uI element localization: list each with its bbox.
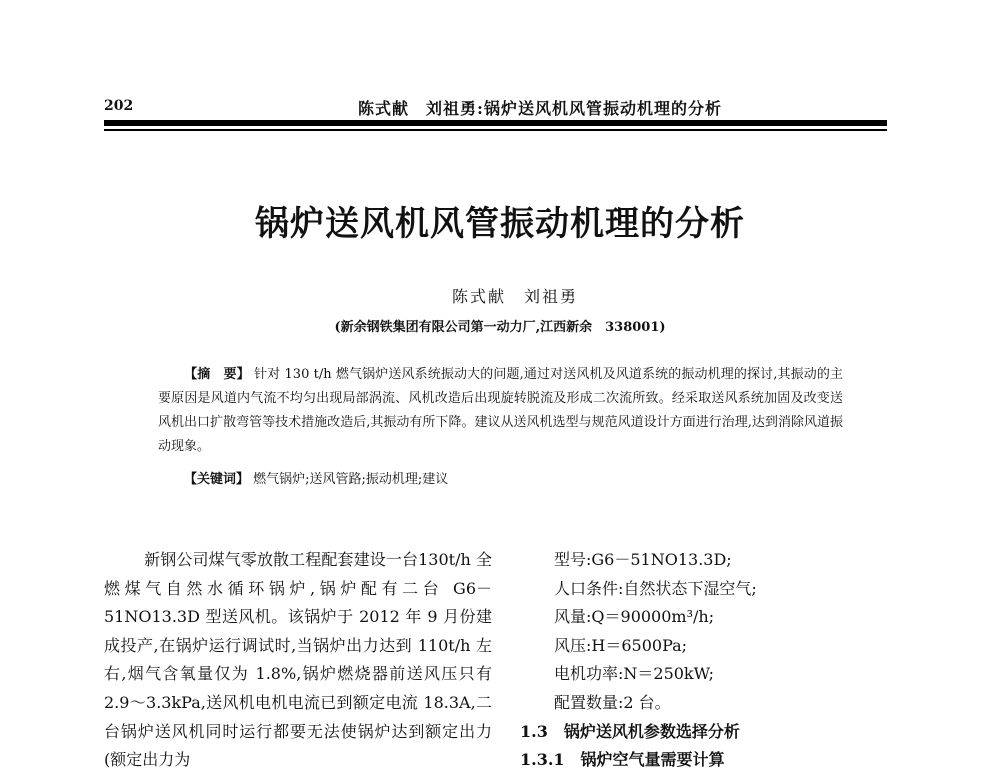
spec-line-model: 型号:G6－51NO13.3D; <box>554 550 732 569</box>
header-rule-thick <box>104 120 887 126</box>
section-heading: 1.3 锅炉送风机参数选择分析 <box>520 721 740 741</box>
keywords-text: 燃气锅炉;送风管路;振动机理;建议 <box>253 472 449 487</box>
keywords <box>184 468 448 492</box>
spec-line-power: 电机功率:N＝250kW; <box>554 664 715 684</box>
keywords-label: 【关键词】 <box>184 472 250 487</box>
subsection-heading: 1.3.1 锅炉空气量需要计算 <box>520 750 725 770</box>
body-right-column <box>520 546 890 775</box>
body-paragraph <box>104 546 492 775</box>
article-authors: 陈式献 刘祖勇 <box>451 287 578 306</box>
article-title: 锅炉送风机风管振动机理的分析 <box>255 204 745 244</box>
spec-line-quantity: 配置数量:2 台。 <box>554 692 671 712</box>
abstract-label: 【摘 要】 <box>184 367 250 382</box>
page-number: 202 <box>104 98 134 114</box>
abstract <box>158 363 843 459</box>
spec-line-airflow: 风量:Q＝90000m³/h; <box>554 607 715 627</box>
body-paragraph-text: 新钢公司煤气零放散工程配套建设一台130t/h 全燃煤气自然水循环锅炉,锅炉配有二台 G6－51NO13.3D 型送风机。该锅炉于 2012 年 9 月份建成投产,在锅炉运行调试时,当锅炉出力达到 110t/h 左右,烟气含氧量仅为 1.8%,锅炉燃烧器前送风压只有 2.9～3.3kPa,送风机电机电流已到额定电流 18.3A,二台锅炉送风机同时运行都要无法使锅炉达到额定出力(额定出力为 <box>104 550 492 770</box>
abstract-text: 针对 130 t/h 燃气锅炉送风系统振动大的问题,通过对送风机及风道系统的振动机理的探讨,其振动的主要原因是风道内气流不均匀出现局部涡流、风机改造后出现旋转脱流及形成二次流所致。经采取送风系统加固及改变送风机出口扩散弯管等技术措施改造后,其振动有所下降。建议从送风机选型与规范风道设计方面进行治理,达到消除风道振动现象。 <box>158 367 843 454</box>
spec-line-pressure: 风压:H＝6500Pa; <box>554 635 688 655</box>
article-affiliation: (新余钢铁集团有限公司第一动力厂,江西新余 338001) <box>334 320 666 335</box>
spec-line-inlet: 人口条件:自然状态下湿空气; <box>554 578 757 598</box>
body-left-column <box>104 546 492 775</box>
header-rule-thin <box>104 129 887 131</box>
running-title: 陈式献 刘祖勇:锅炉送风机风管振动机理的分析 <box>358 99 722 118</box>
